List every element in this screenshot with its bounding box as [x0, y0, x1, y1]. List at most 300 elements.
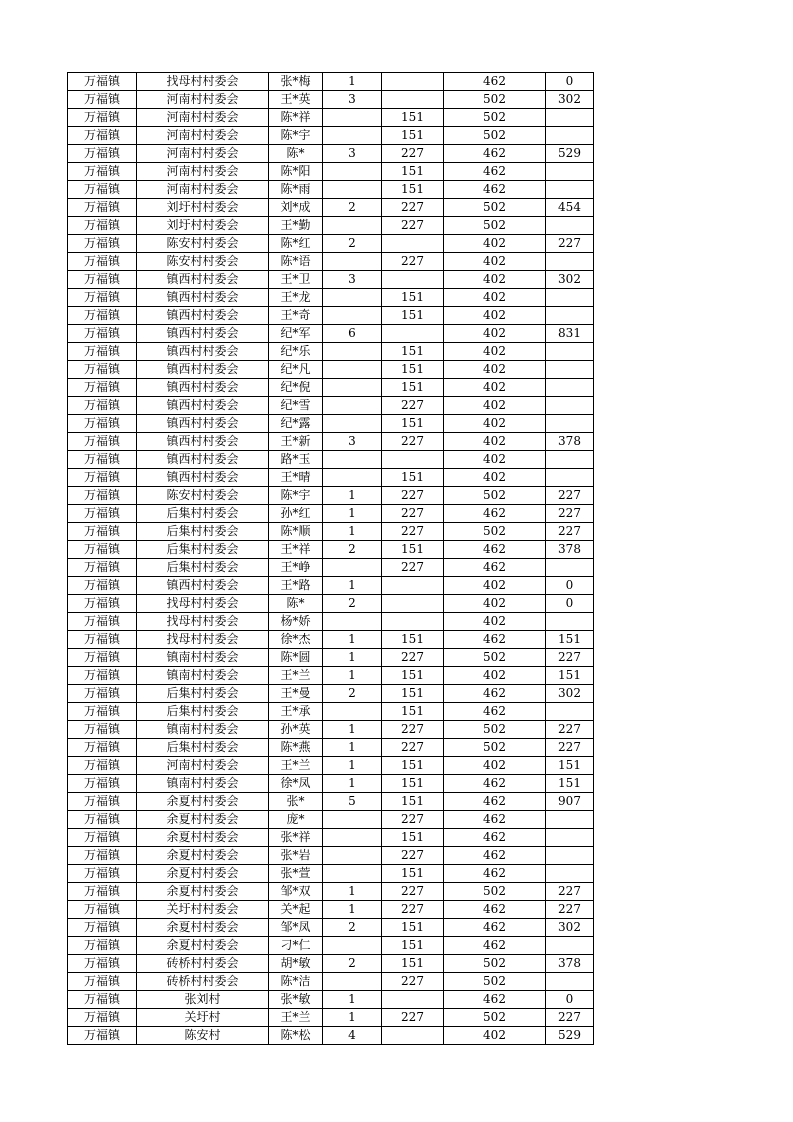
town-cell: 万福镇 — [68, 883, 137, 901]
village-cell: 河南村村委会 — [137, 91, 269, 109]
amount-b-cell: 502 — [444, 973, 546, 991]
town-cell: 万福镇 — [68, 631, 137, 649]
amount-a-cell: 227 — [382, 523, 444, 541]
village-cell: 镇西村村委会 — [137, 343, 269, 361]
village-cell: 刘圩村村委会 — [137, 199, 269, 217]
town-cell: 万福镇 — [68, 271, 137, 289]
amount-a-cell: 227 — [382, 217, 444, 235]
town-cell: 万福镇 — [68, 487, 137, 505]
amount-a-cell: 151 — [382, 289, 444, 307]
amount-a-cell — [382, 91, 444, 109]
table-row — [68, 739, 594, 757]
total-cell: 227 — [546, 883, 594, 901]
amount-a-cell: 151 — [382, 415, 444, 433]
amount-a-cell: 227 — [382, 199, 444, 217]
total-cell — [546, 829, 594, 847]
table-row — [68, 631, 594, 649]
total-cell: 227 — [546, 739, 594, 757]
table-row — [68, 595, 594, 613]
town-cell: 万福镇 — [68, 109, 137, 127]
total-cell: 378 — [546, 541, 594, 559]
amount-b-cell: 462 — [444, 685, 546, 703]
town-cell: 万福镇 — [68, 739, 137, 757]
village-cell: 砖桥村村委会 — [137, 973, 269, 991]
total-cell — [546, 109, 594, 127]
village-cell: 后集村村委会 — [137, 523, 269, 541]
table-row — [68, 199, 594, 217]
amount-a-cell: 227 — [382, 505, 444, 523]
table-row — [68, 415, 594, 433]
village-cell: 河南村村委会 — [137, 109, 269, 127]
table-row — [68, 271, 594, 289]
count-cell — [323, 415, 382, 433]
total-cell: 302 — [546, 919, 594, 937]
name-cell: 孙*英 — [269, 721, 323, 739]
table-row — [68, 487, 594, 505]
table-row — [68, 667, 594, 685]
name-cell: 纪*倪 — [269, 379, 323, 397]
village-cell: 河南村村委会 — [137, 127, 269, 145]
amount-a-cell: 227 — [382, 649, 444, 667]
total-cell — [546, 217, 594, 235]
name-cell: 张* — [269, 793, 323, 811]
town-cell: 万福镇 — [68, 649, 137, 667]
amount-b-cell: 402 — [444, 415, 546, 433]
town-cell: 万福镇 — [68, 145, 137, 163]
total-cell — [546, 127, 594, 145]
amount-a-cell: 151 — [382, 775, 444, 793]
count-cell — [323, 973, 382, 991]
amount-a-cell: 227 — [382, 811, 444, 829]
amount-b-cell: 502 — [444, 523, 546, 541]
name-cell: 徐*杰 — [269, 631, 323, 649]
amount-a-cell: 151 — [382, 865, 444, 883]
count-cell — [323, 865, 382, 883]
count-cell: 1 — [323, 1009, 382, 1027]
count-cell: 1 — [323, 757, 382, 775]
amount-b-cell: 502 — [444, 487, 546, 505]
amount-a-cell — [382, 235, 444, 253]
amount-a-cell: 151 — [382, 109, 444, 127]
amount-a-cell: 151 — [382, 829, 444, 847]
name-cell: 杨*娇 — [269, 613, 323, 631]
amount-a-cell: 227 — [382, 487, 444, 505]
town-cell: 万福镇 — [68, 775, 137, 793]
amount-b-cell: 402 — [444, 1027, 546, 1045]
town-cell: 万福镇 — [68, 433, 137, 451]
name-cell: 王*兰 — [269, 667, 323, 685]
total-cell — [546, 181, 594, 199]
amount-a-cell — [382, 325, 444, 343]
village-cell: 余夏村村委会 — [137, 883, 269, 901]
total-cell: 302 — [546, 271, 594, 289]
name-cell: 陈*雨 — [269, 181, 323, 199]
village-cell: 余夏村村委会 — [137, 847, 269, 865]
amount-b-cell: 402 — [444, 451, 546, 469]
amount-a-cell — [382, 73, 444, 91]
count-cell: 3 — [323, 145, 382, 163]
total-cell — [546, 451, 594, 469]
name-cell: 邹*双 — [269, 883, 323, 901]
town-cell: 万福镇 — [68, 217, 137, 235]
count-cell: 4 — [323, 1027, 382, 1045]
total-cell: 378 — [546, 955, 594, 973]
count-cell — [323, 703, 382, 721]
count-cell — [323, 829, 382, 847]
amount-b-cell: 402 — [444, 757, 546, 775]
table-row — [68, 811, 594, 829]
table-row — [68, 919, 594, 937]
total-cell: 151 — [546, 775, 594, 793]
table-row — [68, 991, 594, 1009]
table-row — [68, 577, 594, 595]
total-cell: 378 — [546, 433, 594, 451]
town-cell: 万福镇 — [68, 577, 137, 595]
count-cell: 1 — [323, 775, 382, 793]
name-cell: 王*兰 — [269, 1009, 323, 1027]
town-cell: 万福镇 — [68, 379, 137, 397]
count-cell — [323, 559, 382, 577]
town-cell: 万福镇 — [68, 325, 137, 343]
amount-a-cell: 151 — [382, 343, 444, 361]
name-cell: 关*起 — [269, 901, 323, 919]
name-cell: 庞* — [269, 811, 323, 829]
amount-a-cell: 151 — [382, 163, 444, 181]
total-cell: 227 — [546, 505, 594, 523]
table-row — [68, 433, 594, 451]
village-cell: 后集村村委会 — [137, 685, 269, 703]
village-cell: 余夏村村委会 — [137, 865, 269, 883]
count-cell: 1 — [323, 883, 382, 901]
village-cell: 张刘村 — [137, 991, 269, 1009]
amount-a-cell: 151 — [382, 181, 444, 199]
total-cell — [546, 361, 594, 379]
village-cell: 余夏村村委会 — [137, 937, 269, 955]
village-cell: 找母村村委会 — [137, 613, 269, 631]
town-cell: 万福镇 — [68, 361, 137, 379]
total-cell — [546, 865, 594, 883]
name-cell: 纪*乐 — [269, 343, 323, 361]
total-cell: 227 — [546, 487, 594, 505]
amount-a-cell: 227 — [382, 397, 444, 415]
name-cell: 陈*圆 — [269, 649, 323, 667]
amount-a-cell — [382, 1027, 444, 1045]
count-cell — [323, 217, 382, 235]
count-cell: 2 — [323, 235, 382, 253]
amount-b-cell: 402 — [444, 253, 546, 271]
name-cell: 纪*雪 — [269, 397, 323, 415]
total-cell: 227 — [546, 901, 594, 919]
village-cell: 陈安村村委会 — [137, 487, 269, 505]
table-row — [68, 253, 594, 271]
village-cell: 镇西村村委会 — [137, 577, 269, 595]
amount-a-cell — [382, 613, 444, 631]
amount-b-cell: 462 — [444, 937, 546, 955]
name-cell: 陈*红 — [269, 235, 323, 253]
village-cell: 河南村村委会 — [137, 181, 269, 199]
count-cell — [323, 361, 382, 379]
town-cell: 万福镇 — [68, 811, 137, 829]
table-row — [68, 883, 594, 901]
count-cell — [323, 307, 382, 325]
town-cell: 万福镇 — [68, 523, 137, 541]
count-cell — [323, 181, 382, 199]
table-row — [68, 1009, 594, 1027]
count-cell — [323, 109, 382, 127]
village-cell: 镇西村村委会 — [137, 307, 269, 325]
name-cell: 陈*顺 — [269, 523, 323, 541]
amount-a-cell: 151 — [382, 919, 444, 937]
amount-b-cell: 402 — [444, 613, 546, 631]
amount-a-cell: 227 — [382, 1009, 444, 1027]
count-cell: 3 — [323, 271, 382, 289]
amount-b-cell: 402 — [444, 289, 546, 307]
table-row — [68, 955, 594, 973]
amount-b-cell: 462 — [444, 847, 546, 865]
table-row — [68, 523, 594, 541]
town-cell: 万福镇 — [68, 73, 137, 91]
table-row — [68, 73, 594, 91]
village-cell: 镇南村村委会 — [137, 667, 269, 685]
count-cell: 3 — [323, 433, 382, 451]
village-cell: 找母村村委会 — [137, 595, 269, 613]
village-cell: 镇西村村委会 — [137, 361, 269, 379]
table-row — [68, 775, 594, 793]
name-cell: 王*兰 — [269, 757, 323, 775]
name-cell: 王*峥 — [269, 559, 323, 577]
town-cell: 万福镇 — [68, 847, 137, 865]
village-cell: 镇西村村委会 — [137, 271, 269, 289]
table-row — [68, 181, 594, 199]
amount-a-cell: 151 — [382, 937, 444, 955]
name-cell: 王*勤 — [269, 217, 323, 235]
name-cell: 王*英 — [269, 91, 323, 109]
town-cell: 万福镇 — [68, 703, 137, 721]
town-cell: 万福镇 — [68, 199, 137, 217]
total-cell — [546, 847, 594, 865]
table-row — [68, 235, 594, 253]
amount-b-cell: 462 — [444, 73, 546, 91]
amount-b-cell: 402 — [444, 379, 546, 397]
amount-a-cell: 151 — [382, 361, 444, 379]
amount-a-cell: 227 — [382, 145, 444, 163]
name-cell: 张*祥 — [269, 829, 323, 847]
table-row — [68, 469, 594, 487]
village-cell: 后集村村委会 — [137, 703, 269, 721]
village-cell: 镇西村村委会 — [137, 289, 269, 307]
table-row — [68, 685, 594, 703]
town-cell: 万福镇 — [68, 163, 137, 181]
total-cell — [546, 397, 594, 415]
name-cell: 王*卫 — [269, 271, 323, 289]
total-cell: 0 — [546, 991, 594, 1009]
town-cell: 万福镇 — [68, 955, 137, 973]
table-row — [68, 865, 594, 883]
amount-b-cell: 462 — [444, 145, 546, 163]
town-cell: 万福镇 — [68, 469, 137, 487]
town-cell: 万福镇 — [68, 235, 137, 253]
amount-b-cell: 462 — [444, 901, 546, 919]
amount-a-cell: 151 — [382, 127, 444, 145]
table-row — [68, 307, 594, 325]
total-cell — [546, 253, 594, 271]
town-cell: 万福镇 — [68, 505, 137, 523]
table-row — [68, 379, 594, 397]
village-cell: 河南村村委会 — [137, 145, 269, 163]
town-cell: 万福镇 — [68, 595, 137, 613]
town-cell: 万福镇 — [68, 1009, 137, 1027]
village-cell: 镇西村村委会 — [137, 415, 269, 433]
village-cell: 找母村村委会 — [137, 631, 269, 649]
town-cell: 万福镇 — [68, 973, 137, 991]
amount-b-cell: 462 — [444, 865, 546, 883]
count-cell: 1 — [323, 739, 382, 757]
amount-a-cell: 227 — [382, 559, 444, 577]
amount-a-cell: 151 — [382, 667, 444, 685]
amount-b-cell: 402 — [444, 469, 546, 487]
table-row — [68, 343, 594, 361]
name-cell: 路*玉 — [269, 451, 323, 469]
village-cell: 镇西村村委会 — [137, 325, 269, 343]
amount-a-cell: 151 — [382, 379, 444, 397]
town-cell: 万福镇 — [68, 1027, 137, 1045]
table-row — [68, 721, 594, 739]
amount-b-cell: 462 — [444, 811, 546, 829]
name-cell: 陈* — [269, 145, 323, 163]
total-cell: 227 — [546, 235, 594, 253]
amount-b-cell: 502 — [444, 721, 546, 739]
amount-a-cell: 227 — [382, 901, 444, 919]
amount-b-cell: 402 — [444, 667, 546, 685]
village-cell: 余夏村村委会 — [137, 919, 269, 937]
amount-b-cell: 402 — [444, 577, 546, 595]
amount-a-cell: 227 — [382, 847, 444, 865]
village-cell: 关圩村村委会 — [137, 901, 269, 919]
village-cell: 河南村村委会 — [137, 757, 269, 775]
village-cell: 镇西村村委会 — [137, 433, 269, 451]
table-row — [68, 361, 594, 379]
count-cell: 2 — [323, 541, 382, 559]
table-row — [68, 1027, 594, 1045]
name-cell: 邹*凤 — [269, 919, 323, 937]
name-cell: 陈*宇 — [269, 127, 323, 145]
village-cell: 后集村村委会 — [137, 559, 269, 577]
town-cell: 万福镇 — [68, 343, 137, 361]
village-cell: 砖桥村村委会 — [137, 955, 269, 973]
town-cell: 万福镇 — [68, 829, 137, 847]
amount-b-cell: 462 — [444, 991, 546, 1009]
name-cell: 纪*露 — [269, 415, 323, 433]
town-cell: 万福镇 — [68, 793, 137, 811]
table-row — [68, 541, 594, 559]
town-cell: 万福镇 — [68, 397, 137, 415]
amount-a-cell — [382, 451, 444, 469]
amount-a-cell: 227 — [382, 973, 444, 991]
amount-b-cell: 502 — [444, 199, 546, 217]
total-cell: 227 — [546, 523, 594, 541]
town-cell: 万福镇 — [68, 721, 137, 739]
count-cell — [323, 451, 382, 469]
count-cell: 2 — [323, 919, 382, 937]
village-cell: 陈安村 — [137, 1027, 269, 1045]
village-cell: 河南村村委会 — [137, 163, 269, 181]
count-cell — [323, 379, 382, 397]
total-cell — [546, 379, 594, 397]
amount-b-cell: 502 — [444, 649, 546, 667]
name-cell: 徐*凤 — [269, 775, 323, 793]
amount-b-cell: 462 — [444, 793, 546, 811]
name-cell: 王*新 — [269, 433, 323, 451]
name-cell: 王*龙 — [269, 289, 323, 307]
amount-b-cell: 462 — [444, 775, 546, 793]
name-cell: 陈*燕 — [269, 739, 323, 757]
town-cell: 万福镇 — [68, 253, 137, 271]
total-cell: 0 — [546, 577, 594, 595]
name-cell: 刘*成 — [269, 199, 323, 217]
count-cell: 1 — [323, 631, 382, 649]
village-cell: 余夏村村委会 — [137, 829, 269, 847]
amount-b-cell: 462 — [444, 181, 546, 199]
table-row — [68, 973, 594, 991]
village-cell: 陈安村村委会 — [137, 253, 269, 271]
amount-a-cell: 227 — [382, 883, 444, 901]
amount-b-cell: 502 — [444, 217, 546, 235]
count-cell — [323, 163, 382, 181]
village-cell: 镇西村村委会 — [137, 469, 269, 487]
town-cell: 万福镇 — [68, 757, 137, 775]
total-cell — [546, 613, 594, 631]
amount-b-cell: 502 — [444, 127, 546, 145]
total-cell — [546, 937, 594, 955]
name-cell: 胡*敏 — [269, 955, 323, 973]
count-cell: 3 — [323, 91, 382, 109]
village-cell: 镇南村村委会 — [137, 649, 269, 667]
total-cell: 227 — [546, 649, 594, 667]
name-cell: 王*路 — [269, 577, 323, 595]
total-cell: 227 — [546, 1009, 594, 1027]
count-cell: 2 — [323, 685, 382, 703]
table-row — [68, 91, 594, 109]
table-row — [68, 145, 594, 163]
village-cell: 后集村村委会 — [137, 505, 269, 523]
count-cell — [323, 343, 382, 361]
town-cell: 万福镇 — [68, 613, 137, 631]
amount-a-cell: 151 — [382, 685, 444, 703]
town-cell: 万福镇 — [68, 667, 137, 685]
total-cell — [546, 973, 594, 991]
town-cell: 万福镇 — [68, 919, 137, 937]
amount-b-cell: 502 — [444, 739, 546, 757]
village-cell: 关圩村 — [137, 1009, 269, 1027]
table-row — [68, 937, 594, 955]
table-row — [68, 505, 594, 523]
total-cell: 151 — [546, 667, 594, 685]
village-cell: 陈安村村委会 — [137, 235, 269, 253]
count-cell — [323, 127, 382, 145]
count-cell: 2 — [323, 199, 382, 217]
amount-b-cell: 402 — [444, 361, 546, 379]
count-cell: 1 — [323, 901, 382, 919]
table-row — [68, 217, 594, 235]
amount-a-cell: 151 — [382, 955, 444, 973]
count-cell: 2 — [323, 595, 382, 613]
count-cell — [323, 811, 382, 829]
amount-b-cell: 462 — [444, 163, 546, 181]
total-cell: 0 — [546, 595, 594, 613]
total-cell: 529 — [546, 1027, 594, 1045]
amount-b-cell: 402 — [444, 325, 546, 343]
amount-a-cell: 151 — [382, 793, 444, 811]
